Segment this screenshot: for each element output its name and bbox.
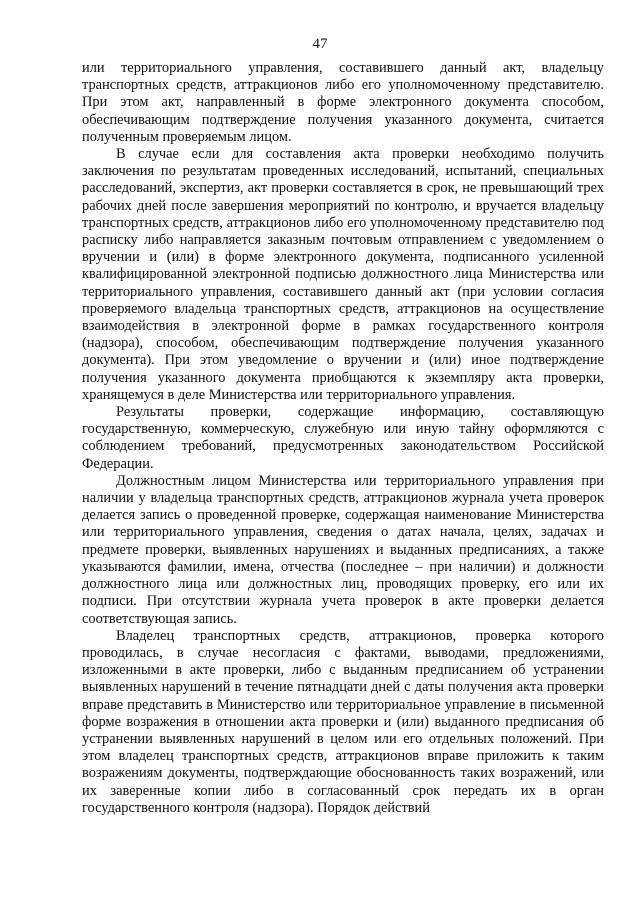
paragraph-secret-information: Результаты проверки, содержащие информацию, составляющую государственную, коммерческую, служебную или иную тайну оформляются с соблюдением требований, предусмотренных законодательством Российской Федерации. [82, 404, 604, 472]
paragraph-continuation: или территориального управления, составившего данный акт, владельцу транспортных средств, аттракционов либо его уполномоченному представителю. При этом акт, направленный в форме электронного документа способом, обеспечивающим подтверждение получения указанного документа, считается полученным проверяемым лицом. [82, 60, 604, 145]
page-number: 47 [312, 36, 328, 52]
paragraph-objections: Владелец транспортных средств, аттракционов, проверка которого проводилась, в случае несогласия с фактами, выводами, предложениями, изложенными в акте проверки, либо с выданным предписанием об устранении выявленных нарушений в течение пятнадцати дней с даты получения акта проверки вправе представить в Министерство или территориальное управление в письменной форме возражения в отношении акта проверки и (или) выданного предписания об устранении выявленных нарушений в целом или его отдельных положений. При этом владелец транспортных средств, аттракционов вправе приложить к таким возражениям документы, подтверждающие обоснованность таких возражений, или их заверенные копии либо в согласованный срок передать их в орган государственного контроля (надзора). Порядок действий [82, 627, 604, 816]
paragraph-inspection-log: Должностным лицом Министерства или территориального управления при наличии у владельца транспортных средств, аттракционов журнала учета проверок делается запись о проведенной проверке, содержащая наименование Министерства или территориального управления, сведения о датах начала, целях, задачах и предмете проверки, выявленных нарушениях и выданных предписаниях, а также указываются фамилии, имена, отчества (последнее – при наличии) и должности должностного лица или должностных лиц, проводящих проверку, его или их подписи. При отсутствии журнала учета проверок в акте проверки делается соответствующая запись. [82, 472, 604, 627]
paragraph-expert-conclusions: В случае если для составления акта проверки необходимо получить заключения по результатам проведенных исследований, испытаний, специальных расследований, экспертиз, акт проверки составляется в срок, не превышающий трех рабочих дней после завершения мероприятий по контролю, и вручается владельцу транспортных средств, аттракционов либо его уполномоченному представителю под расписку либо направляется заказным почтовым отправлением с уведомлением о вручении и (или) в форме электронного документа, подписанного усиленной квалифицированной электронной подписью должностного лица Министерства или территориального управления, составившего данный акт (при условии согласия проверяемого владельца транспортных средств, аттракционов на осуществление взаимодействия в электронной форме в рамках государственного контроля (надзора), способом, обеспечивающим подтверждение получения указанного документа). При этом уведомление о вручении и (или) иное подтверждение получения указанного документа приобщаются к экземпляру акта проверки, хранящемуся в деле Министерства или территориального управления. [82, 146, 604, 403]
document-body [82, 60, 604, 817]
